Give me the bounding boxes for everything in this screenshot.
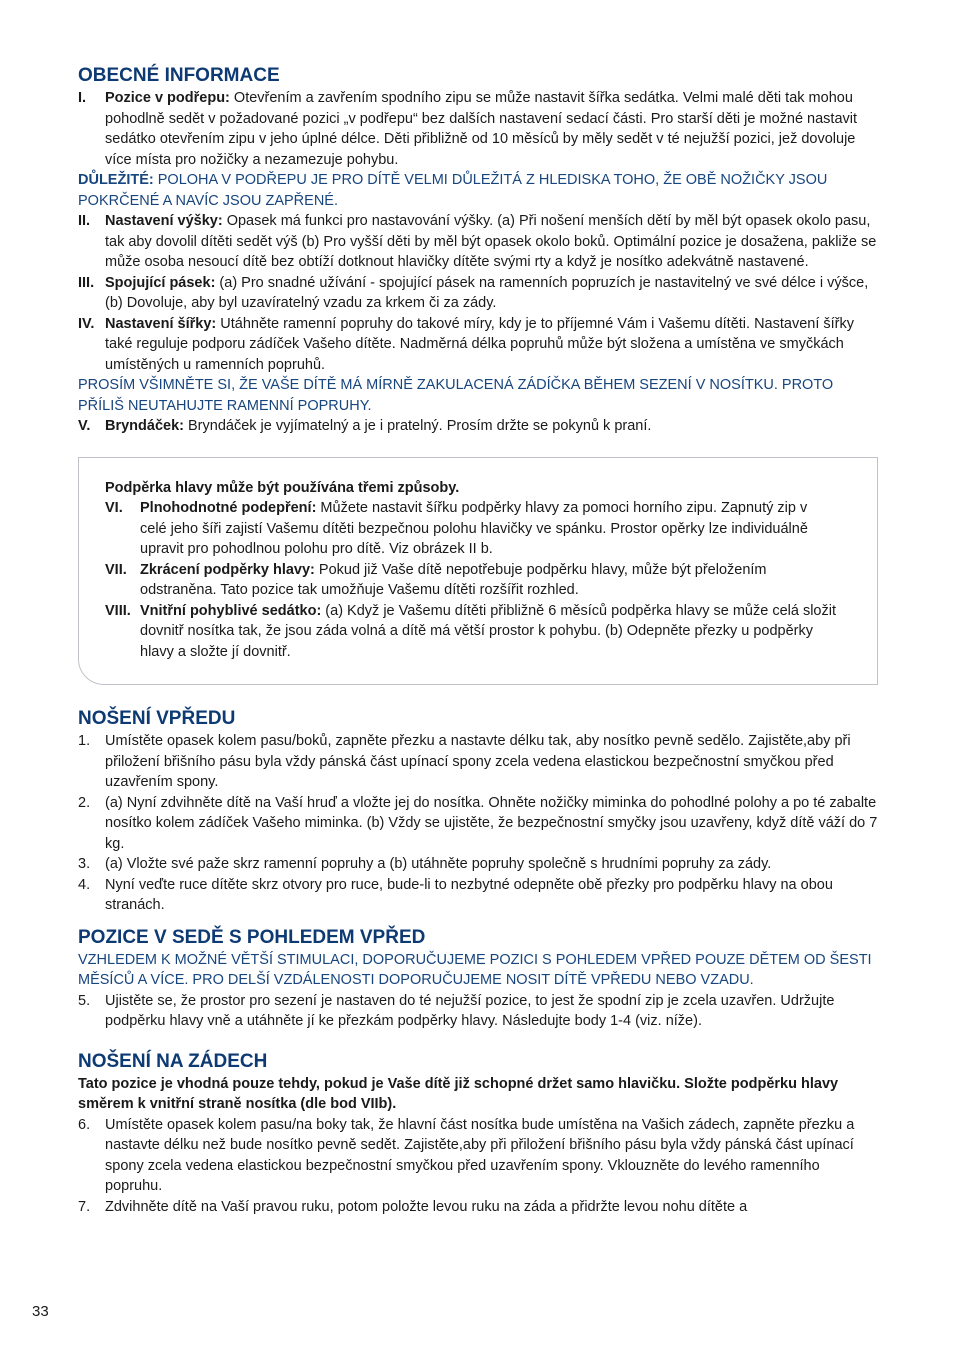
list-item <box>105 560 837 601</box>
item-text: (a) Když je Vašemu dítěti přibližně 6 měsíců podpěrka hlavy se může celá složit dovnitř nosítka tak, že jsou záda volná a dítě má větší prostor k pohybu. (b) Odepněte přezky u podpěrky hlavy a složte jí dovnitř. <box>140 602 836 660</box>
list-item <box>78 1197 878 1218</box>
item-number: III. <box>78 274 95 291</box>
item-text: Pokud již Vaše dítě nepotřebuje podpěrku hlavy, může být přeložením odstraněna. Tato pozice tak umožňuje Vašemu dítěti rozšířit rozhled. <box>140 561 767 598</box>
item-number: 1. <box>78 733 91 749</box>
headrest-intro: Podpěrka hlavy může být používána třemi způsoby. <box>105 479 460 496</box>
section-heading-general: OBECNÉ INFORMACE <box>78 65 280 86</box>
item-text: Umístěte opasek kolem pasu/boků, zapněte přezku a nastavte délku tak, aby nosítko pevně sedělo. Zajistěte,aby při přiložení břišního pásu byla vždy pánská část upínací spony zcela vedena elastickou bezpečnostní smyčkou před uzavřením spony. <box>105 733 851 790</box>
item-text: (a) Pro snadné užívání - spojující pásek na ramenních popruzích je nastavitelný ve své délce i výšce, (b) Dovoluje, aby byl uzavíratelný vzadu za krkem či za zády. <box>105 274 869 311</box>
item-number: VII. <box>105 561 127 578</box>
headrest-box <box>78 457 878 686</box>
facing-notice: VZHLEDEM K MOŽNÉ VĚTŠÍ STIMULACI, DOPORUČUJEME POZICI S POHLEDEM VPŘED POUZE DĚTEM OD ŠESTI MĚSÍCŮ A VÍCE. PRO DELŠÍ VZDÁLENOSTI DOPORUČUJEME NOSIT DÍTĚ VPŘEDU NEBO VZADU. <box>78 951 872 988</box>
item-text: Nyní veďte ruce dítěte skrz otvory pro ruce, bude-li to nezbytné odepněte obě přezky pro podpěrku hlavy na obou stranách. <box>105 876 833 913</box>
list-item <box>78 88 878 170</box>
item-text: (a) Vložte své paže skrz ramenní popruhy a (b) utáhněte popruhy společně s hrudními popruhy za zády. <box>105 856 772 872</box>
item-number: 6. <box>78 1116 91 1133</box>
item-title: Spojující pásek: <box>105 274 216 291</box>
important-note: DŮLEŽITÉ: POLOHA V PODŘEPU JE PRO DÍTĚ VELMI DŮLEŽITÁ Z HLEDISKA TOHO, ŽE OBĚ NOŽIČKY JSOU POKRČENÉ A NAVÍC JSOU ZAPŘENÉ. <box>78 172 828 209</box>
item-text: Utáhněte ramenní popruhy do takové míry, kdy je to příjemné Vám i Vašemu dítěti. Nastavení šířky také reguluje podporu zádíček Vašeho dítěte. Nadměrná délka popruhů může být složena a umístěna ve smyčkách umístěných u ramenních popruhů. <box>105 315 854 373</box>
item-number: 7. <box>78 1198 91 1215</box>
section-heading-front: NOŠENÍ VPŘEDU <box>78 708 236 729</box>
list-item <box>78 314 878 376</box>
item-text: Opasek má funkci pro nastavování výšky. (a) Při nošení menších dětí by měl být opasek okolo pasu, tak aby dovolil dítěti sedět výš (b) Pro vyšší děti by měl být opasek okolo boků. Optimální pozice je dosažena, pakliže se může osoba nesoucí dítě bez obtíží dotknout hlavičky dítěte svými rty a když je nosítko adekvátně nastavené. <box>105 213 877 270</box>
item-title: Bryndáček: <box>105 418 184 434</box>
item-number: 2. <box>78 794 91 811</box>
page-number: 33 <box>32 1303 49 1320</box>
list-item <box>78 731 878 793</box>
list-item <box>105 601 837 663</box>
item-text: Zdvihněte dítě na Vaší pravou ruku, potom položte levou ruku na záda a přidržte levou nohu dítěte a <box>105 1198 748 1215</box>
item-text: Otevřením a zavřením spodního zipu se může nastavit šířka sedátka. Velmi malé děti tak mohou pohodlně sedět v požadované pozici „v podřepu“ bez dalších nastavení sedací části. Pro starší děti je možné nastavit sedátko otevřením zipu v jeho úplné délce. Děti přibližně od 10 měsíců by měly sedět v té nejužší pozici, jež dovoluje více místa pro nožičky a nezamezuje pohybu. <box>105 90 858 168</box>
list-item <box>78 273 878 314</box>
item-number: IV. <box>78 315 95 332</box>
list-item <box>78 793 878 855</box>
manual-page <box>78 64 878 1217</box>
item-number: VIII. <box>105 602 131 619</box>
item-title: Zkrácení podpěrky hlavy: <box>140 561 315 578</box>
list-item <box>78 854 878 875</box>
list-item <box>78 416 878 437</box>
list-item <box>78 1115 878 1197</box>
list-item <box>78 875 878 916</box>
item-number: 4. <box>78 876 91 893</box>
item-title: Plnohodnotné podepření: <box>140 500 317 516</box>
section-heading-back: NOŠENÍ NA ZÁDECH <box>78 1050 268 1072</box>
item-title: Pozice v podřepu: <box>105 90 230 106</box>
item-number: V. <box>78 418 91 434</box>
item-number: I. <box>78 90 87 106</box>
item-text: Ujistěte se, že prostor pro sezení je nastaven do té nejužší pozice, to jest že spodní zip je zcela uzavřen. Udržujte podpěrku hlavy vně a utáhněte jí ke přezkám podpěrky hlavy. Následujte body 1-4 (viz. níže). <box>105 992 835 1029</box>
item-number: II. <box>78 213 91 229</box>
item-number: VI. <box>105 500 123 516</box>
item-number: 3. <box>78 856 91 872</box>
item-title: Vnitřní pohyblivé sedátko: <box>140 602 322 619</box>
item-number: 5. <box>78 992 91 1009</box>
item-title: Nastavení výšky: <box>105 213 223 229</box>
item-text: (a) Nyní zdvihněte dítě na Vaší hruď a vložte jej do nosítka. Ohněte nožičky miminka do pohodlné polohy a po té zabalte nosítko kolem zádíček Vašeho miminka. (b) Vždy se ujistěte, že bezpečnostní smyčky jsou uzavřeny, když dítě váží do 7 kg. <box>105 794 878 852</box>
back-intro: Tato pozice je vhodná pouze tehdy, pokud je Vaše dítě již schopné držet samo hlavičku. Složte podpěrku hlavy směrem k vnitřní straně nosítka (dle bod VIIb). <box>78 1075 839 1112</box>
list-item <box>78 211 878 273</box>
item-text: Umístěte opasek kolem pasu/na boky tak, že hlavní část nosítka bude umístěna na Vašich zádech, zapněte přezku a nastavte délku než bude nosítko pevně sedět. Zajistěte,aby při přiložení břišního pásu byla vždy pánská část upínací spony zcela vedena elastickou bezpečnostní smyčkou před uzavřením spony. Vklouzněte do levého ramenního popruhu. <box>105 1116 855 1194</box>
important-label: DŮLEŽITÉ: <box>78 172 154 188</box>
item-title: Nastavení šířky: <box>105 315 217 332</box>
list-item <box>105 498 837 560</box>
section-heading-facing: POZICE V SEDĚ S POHLEDEM VPŘED <box>78 926 426 948</box>
item-text: Můžete nastavit šířku podpěrky hlavy za pomoci horního zipu. Zapnutý zip v celé jeho šíři zajistí Vašemu dítěti bezpečnou polohu hlavičky ve spánku. Prostor opěrky lze individuálně upravit pro pohodlnou polohu pro dítě. Viz obrázek II b. <box>140 500 808 557</box>
notice-note: PROSÍM VŠIMNĚTE SI, ŽE VAŠE DÍTĚ MÁ MÍRNĚ ZAKULACENÁ ZÁDÍČKA BĚHEM SEZENÍ V NOSÍTKU. PROTO PŘÍLIŠ NEUTAHUJTE RAMENNÍ POPRUHY. <box>78 377 834 414</box>
list-item <box>78 991 878 1032</box>
item-text: Bryndáček je vyjímatelný a je i pratelný. Prosím držte se pokynů k praní. <box>183 418 652 434</box>
